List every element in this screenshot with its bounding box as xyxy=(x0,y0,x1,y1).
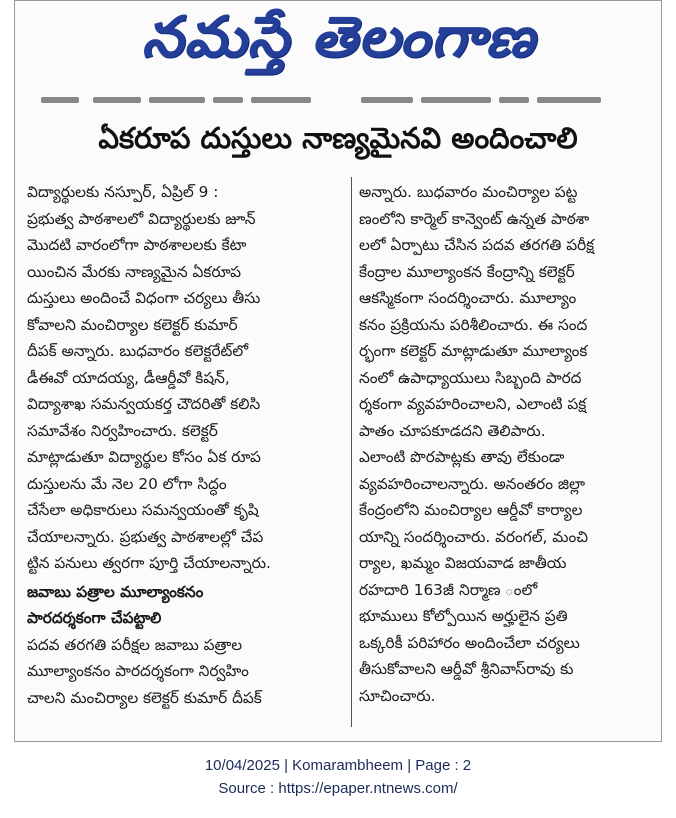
article-headline: ఏకరూప దుస్తులు నాణ్యమైనవి అందించాలి xyxy=(98,121,578,155)
text-line: సమావేశం నిర్వహించారు. కలెక్టర్ xyxy=(27,421,218,440)
newspaper-clipping xyxy=(14,0,662,742)
text-line: ఒక్కరికీ పరిహారం అందించేలా చర్యలు xyxy=(359,633,580,652)
text-line: అన్నారు. బుధవారం మంచిర్యాల పట్ట xyxy=(359,183,578,201)
text-line: ణంలోని కార్మెల్ కాన్వెంట్ ఉన్నత పాఠశా xyxy=(359,209,590,228)
text-line: మొదటి వారంలోగా పాఠశాలలకు కేటా xyxy=(27,236,247,254)
text-line: ర్యాల, ఖమ్మం విజయవాడ జాతీయ xyxy=(359,554,567,572)
subheading: జవాబు పత్రాల మూల్యాంకనం xyxy=(27,582,204,601)
text-line: పదవ తరగతి పరీక్షల జవాబు పత్రాల xyxy=(27,635,243,654)
text-line: కోవాలని మంచిర్యాల కలెక్టర్ కుమార్ xyxy=(27,315,238,334)
text-line: భూములు కోల్పోయిన అర్హులైన ప్రతి xyxy=(359,607,568,625)
cut-off-text-strip xyxy=(15,95,661,105)
text-line: కేంద్రంలోని మంచిర్యాల ఆర్డీవో కార్యాల xyxy=(359,501,583,519)
article-left-column xyxy=(27,179,339,711)
text-line: మాట్లాడుతూ విద్యార్థుల కోసం ఏక రూప xyxy=(27,448,261,466)
text-line: కనం ప్రక్రియను పరిశీలించారు. ఈ సంద xyxy=(359,315,588,334)
text-line: విద్యాశాఖ సమన్వయకర్త చౌదరితో కలిసి xyxy=(27,395,261,413)
text-line: ఆకస్మికంగా సందర్శించారు. మూల్యాం xyxy=(359,289,577,307)
text-line: నంలో ఉపాధ్యాయులు సిబ్బంది పారద xyxy=(359,368,582,387)
text-line: ర్భంగా కలెక్టర్ మాట్లాడుతూ మూల్యాంక xyxy=(359,342,588,360)
masthead xyxy=(15,1,661,87)
source-link[interactable]: Source : https://epaper.ntnews.com/ xyxy=(218,780,458,797)
text-line: కేంద్రాల మూల్యాంకన కేంద్రాన్ని కలెక్టర్ xyxy=(359,262,575,281)
text-line: రహదారి 163జీ నిర్మాణ ంలో xyxy=(359,580,538,599)
text-line: ట్టిన పనులు త్వరగా పూర్తి చేయాలన్నారు. xyxy=(27,554,271,572)
text-line: డీఈవో యాదయ్య, డీఆర్డీవో కిషన్, xyxy=(27,368,230,387)
subheading: పారదర్శకంగా చేపట్టాలి xyxy=(27,609,162,627)
text-line: సూచించారు. xyxy=(359,686,436,705)
text-line: యించిన మేరకు నాణ్యమైన ఏకరూప xyxy=(27,262,242,281)
text-line: వ్యవహరించాలన్నారు. అనంతరం జిల్లా xyxy=(359,474,586,493)
text-line: దీపక్ అన్నారు. బుధవారం కలెక్టరేట్‌లో xyxy=(27,342,249,360)
edition-info: 10/04/2025 | Komarambheem | Page : 2 xyxy=(204,757,472,774)
text-line: పాతం చూపకూడదని తెలిపారు. xyxy=(359,421,546,440)
page-footer xyxy=(0,754,676,800)
text-line: ప్రభుత్వ పాఠశాలలో విద్యార్థులకు జూన్ xyxy=(27,209,256,228)
text-line: దుస్తులను మే నెల 20 లోగా సిద్ధం xyxy=(27,474,227,493)
text-line: యాన్ని సందర్శించారు. వరంగల్, మంచి xyxy=(359,527,588,546)
text-line: తీసుకోవాలని ఆర్డీవో శ్రీనివాస్‌రావు కు xyxy=(359,660,574,678)
text-line: మూల్యాంకనం పారదర్శకంగా నిర్వహిం xyxy=(27,662,249,680)
text-line: దుస్తులు అందించే విధంగా చర్యలు తీసు xyxy=(27,289,261,307)
text-line: ర్శకంగా వ్యవహరించాలని, ఎలాంటి పక్ష xyxy=(359,395,587,413)
text-line: లలో ఏర్పాటు చేసిన పదవ తరగతి పరీక్ష xyxy=(359,236,595,254)
article-right-column xyxy=(359,179,655,709)
text-line: చేసేలా అధికారులు సమన్వయంతో కృషి xyxy=(27,501,259,519)
column-divider xyxy=(351,177,352,727)
text-line: చాలని మంచిర్యాల కలెక్టర్ కుమార్ దీపక్ xyxy=(27,688,262,707)
masthead-logo: నమస్తే తెలంగాణ xyxy=(141,4,535,70)
text-line: చేయాలన్నారు. ప్రభుత్వ పాఠశాలల్లో చేప xyxy=(27,527,264,546)
text-line: విద్యార్థులకు నస్పూర్, ఏప్రిల్ 9 : xyxy=(27,183,219,201)
text-line: ఎలాంటి పొరపాట్లకు తావు లేకుండా xyxy=(359,448,565,466)
